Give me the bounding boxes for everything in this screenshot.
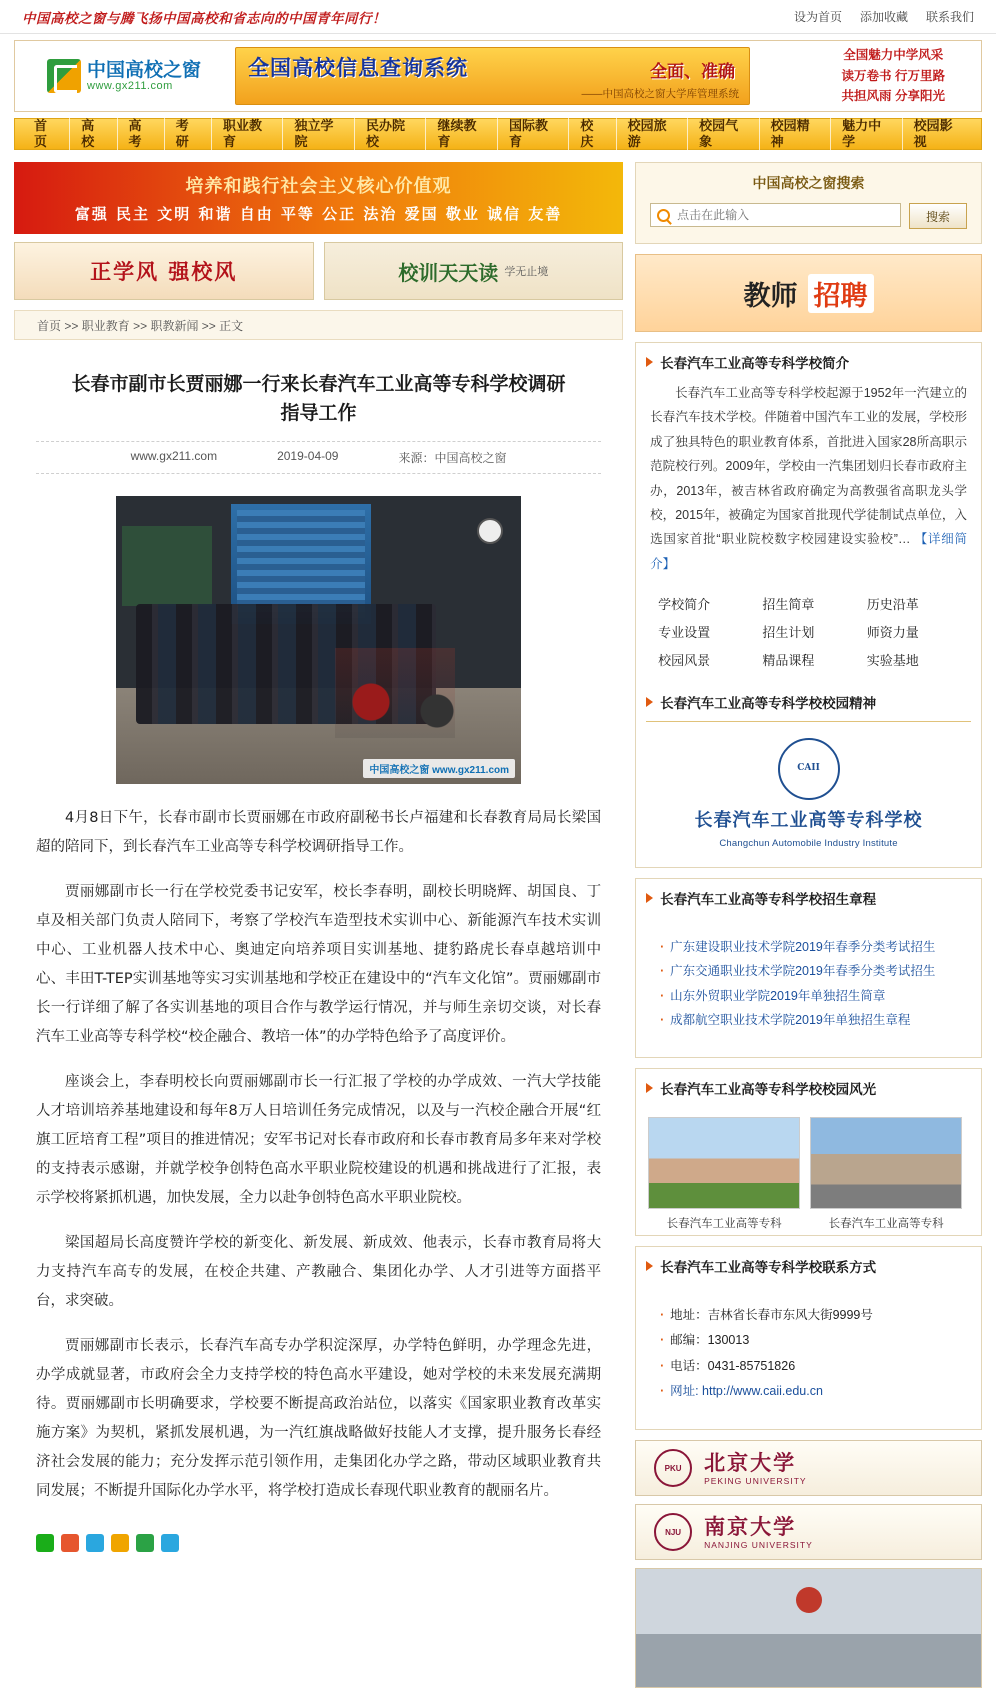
site-logo[interactable] xyxy=(25,59,235,93)
core-values-line2: 富强 民主 文明 和谐 自由 平等 公正 法治 爱国 敬业 诚信 友善 xyxy=(74,205,563,223)
header-slogan-1: 全国魅力中学风采 xyxy=(843,48,944,63)
sina-weibo-share-icon[interactable] xyxy=(61,1534,79,1552)
contact-panel xyxy=(635,1246,982,1431)
top-bar xyxy=(0,0,996,34)
article-photo xyxy=(116,496,521,784)
school-seal-icon: CAII xyxy=(778,738,840,800)
page-title: 长春市副市长贾丽娜一行来长春汽车工业高等专科学校调研指导工作 xyxy=(71,373,566,424)
nav-item-campus-weather[interactable]: 校园气象 xyxy=(688,118,759,150)
article-paragraph: 4月8日下午，长春市副市长贾丽娜在市政府副秘书长卢福建和长春教育局局长梁国超的陪同下，到长春汽车工业高等专科学校调研指导工作。 xyxy=(36,810,602,855)
gallery-caption: 长春汽车工业高等专科 xyxy=(666,1217,782,1230)
nav-item-vocational[interactable]: 职业教育 xyxy=(212,118,283,150)
article-site: www.gx211.com xyxy=(130,449,218,463)
peking-university-name-en: PEKING UNIVERSITY xyxy=(704,1475,807,1486)
arrow-icon xyxy=(646,697,653,707)
ad-word-teacher: 教师 xyxy=(743,280,798,312)
photo-vehicle xyxy=(335,648,455,738)
nav-item-international[interactable]: 国际教育 xyxy=(498,118,569,150)
more-share-icon[interactable] xyxy=(161,1534,179,1552)
content-area xyxy=(14,162,982,1688)
article-body xyxy=(36,804,601,1506)
photo-watermark: 中国高校之窗 www.gx211.com xyxy=(363,759,515,778)
admissions-link[interactable]: 山东外贸职业学院2019年单独招生简章 xyxy=(670,988,886,1003)
main-navigation xyxy=(14,118,982,150)
school-logo-block xyxy=(636,722,981,867)
list-item[interactable] xyxy=(658,1379,971,1405)
list-item[interactable] xyxy=(658,935,971,959)
peking-university-seal-icon: PKU xyxy=(654,1449,692,1487)
nav-item-charming-middle-school[interactable]: 魅力中学 xyxy=(831,118,902,150)
search-button[interactable]: 搜索 xyxy=(909,203,967,229)
main-column xyxy=(14,162,623,1688)
school-intro-panel xyxy=(635,342,982,868)
nav-item-colleges[interactable]: 高校 xyxy=(70,118,117,150)
link-quality-courses[interactable]: 精品课程 xyxy=(762,653,815,668)
article-paragraph: 梁国超局长高度赞许学校的新变化、新发展、新成效、他表示，长春市教育局将大力支持汽车高专的发展，在校企共建、产教融合、集团化办学、人才引进等方面搭平台，求突破。 xyxy=(36,1235,602,1309)
motto-subtitle: 学无止境 xyxy=(504,266,549,278)
article-meta xyxy=(36,441,601,474)
breadcrumb-home[interactable]: 首页 xyxy=(37,319,62,333)
nanjing-university-seal-icon: NJU xyxy=(654,1513,692,1551)
nav-item-postgraduate[interactable]: 考研 xyxy=(165,118,212,150)
school-name-en: Changchun Automobile Industry Institute xyxy=(719,838,898,849)
study-style-text: 正学风 强校风 xyxy=(90,259,238,284)
list-item: · 地址：吉林省长春市东风大街9999号 xyxy=(658,1303,971,1329)
contact-heading xyxy=(636,1247,981,1285)
link-campus-scenery[interactable]: 校园风景 xyxy=(658,653,711,668)
bottom-ad-photo[interactable] xyxy=(635,1568,982,1688)
campus-spirit-heading xyxy=(636,683,981,721)
sidebar xyxy=(635,162,982,1688)
campus-photo-2[interactable] xyxy=(810,1117,962,1209)
article-date: 2019-04-09 xyxy=(277,449,339,463)
breadcrumb-sep-1: >> xyxy=(64,319,82,333)
list-item[interactable] xyxy=(658,959,971,983)
article-source: 来源：中国高校之窗 xyxy=(398,451,507,465)
header-slogans xyxy=(842,45,971,107)
set-homepage-link[interactable]: 设为首页 xyxy=(793,10,842,24)
admissions-panel xyxy=(635,878,982,1058)
motto-banner[interactable] xyxy=(324,242,624,300)
photo-board xyxy=(122,526,212,606)
nav-item-gaokao[interactable]: 高考 xyxy=(118,118,165,150)
list-item: · 电话：0431-85751826 xyxy=(658,1354,971,1380)
gallery-caption: 长春汽车工业高等专科 xyxy=(828,1217,944,1230)
teacher-recruitment-ad[interactable] xyxy=(635,254,982,332)
search-icon xyxy=(657,209,670,222)
contact-heading-text: 长春汽车工业高等专科学校联系方式 xyxy=(660,1259,877,1275)
campus-spirit-heading-text: 长春汽车工业高等专科学校校园精神 xyxy=(660,696,877,711)
breadcrumb-current: 正文 xyxy=(219,319,244,333)
list-item: · 邮编：130013 xyxy=(658,1328,971,1354)
nav-item-private[interactable]: 民办院校 xyxy=(355,118,426,150)
contact-list xyxy=(636,1297,981,1418)
school-intro-more-link[interactable]: 【详细简介】 xyxy=(650,532,967,571)
school-intro-text xyxy=(636,381,981,588)
school-name-cn: 长春汽车工业高等专科学校 xyxy=(694,810,923,831)
qzone-share-icon[interactable] xyxy=(86,1534,104,1552)
nav-item-anniversary[interactable]: 校庆 xyxy=(569,118,616,150)
header-slogan-3: 共担风雨 分享阳光 xyxy=(841,89,945,104)
nanjing-university-ad[interactable] xyxy=(635,1504,982,1560)
admissions-heading xyxy=(636,879,981,917)
core-values-line1: 培养和践行社会主义核心价值观 xyxy=(185,176,452,197)
school-link-grid xyxy=(636,588,981,683)
search-row xyxy=(650,203,967,229)
school-website-link[interactable]: 网址: http://www.caii.edu.cn xyxy=(670,1384,823,1399)
nav-item-campus-spirit[interactable]: 校园精神 xyxy=(760,118,831,150)
header-banner-subtitle: ——中国高校之窗大学库管理系统 xyxy=(581,87,739,100)
breadcrumb-vocational-news[interactable]: 职教新闻 xyxy=(150,319,199,333)
header-banner-tag: 全面、准确 xyxy=(650,62,735,82)
campus-photo-1[interactable] xyxy=(648,1117,800,1209)
gallery-item[interactable] xyxy=(810,1117,962,1231)
contact-us-link[interactable]: 联系我们 xyxy=(925,10,974,24)
school-intro-heading xyxy=(636,343,981,381)
motto-title: 校训天天读 xyxy=(398,260,499,285)
arrow-icon xyxy=(646,357,653,367)
arrow-icon xyxy=(646,1083,653,1093)
peking-university-name-cn: 北京大学 xyxy=(704,1450,797,1476)
campus-scenery-heading xyxy=(636,1069,981,1107)
link-lab-base[interactable]: 实验基地 xyxy=(866,653,919,668)
sub-banner-row xyxy=(14,242,623,300)
nanjing-university-name xyxy=(704,1514,813,1549)
nanjing-university-name-cn: 南京大学 xyxy=(704,1514,797,1540)
article-paragraph: 贾丽娜副市长表示，长春汽车高专办学积淀深厚，办学特色鲜明，办学理念先进，办学成就显著，市政府会全力支持学校的特色高水平建设，她对学校的未来发展充满期待。贾丽娜副市长明确要求，学校要不断提高政治站位，以落实《国家职业教育改革实施方案》为契机，紧抓发展机遇，为一汽红旗战略做好技能人才支撑，提升服务长春经济社会发展的能力；充分发挥示范引领作用，走集团化办学之路，带动区域职业教育共同发展；不断提升国际化办学水平，将学校打造成长春现代职业教育的靓丽名片。 xyxy=(36,1338,602,1499)
link-faculty[interactable]: 师资力量 xyxy=(866,625,919,640)
search-panel xyxy=(635,162,982,244)
gallery-item[interactable] xyxy=(648,1117,800,1231)
admissions-link[interactable]: 广东建设职业技术学院2019年春季分类考试招生 xyxy=(670,940,936,954)
link-enrollment-plan[interactable]: 招生计划 xyxy=(762,625,815,640)
nanjing-university-name-en: NANJING UNIVERSITY xyxy=(704,1539,813,1550)
school-intro-body: 长春汽车工业高等专科学校起源于1952年一汽建立的长春汽车技术学校。伴随着中国汽车工业的发展，学校形成了独具特色的职业教育体系，首批进入国家28所高职示范院校行列。2009年，学校由一汽集团划归长春市政府主办，2013年，被吉林省政府确定为高教强省高职龙头学校，2015年，被确定为国家首批现代学徒制试点单位，入选国家首批“职业院校数字校园建设实验校”… xyxy=(650,386,967,547)
link-admissions-brochure[interactable]: 招生简章 xyxy=(762,597,815,612)
header-banner-title: 全国高校信息查询系统 xyxy=(248,54,468,80)
list-item[interactable] xyxy=(658,984,971,1008)
study-style-banner[interactable] xyxy=(14,242,314,300)
admissions-link[interactable]: 成都航空职业技术学院2019年单独招生章程 xyxy=(670,1013,911,1028)
photo-clock xyxy=(477,518,503,544)
tencent-weibo-share-icon[interactable] xyxy=(136,1534,154,1552)
admissions-heading-text: 长春汽车工业高等专科学校招生章程 xyxy=(660,892,877,907)
breadcrumb xyxy=(14,310,623,340)
header-slogan-2: 读万卷书 行万里路 xyxy=(841,68,945,83)
site-header xyxy=(14,40,982,112)
nav-item-home[interactable]: 首页 xyxy=(23,118,70,150)
arrow-icon xyxy=(646,893,653,903)
wechat-share-icon[interactable] xyxy=(36,1534,54,1552)
renren-share-icon[interactable] xyxy=(111,1534,129,1552)
core-values-banner[interactable] xyxy=(14,162,623,234)
admissions-link[interactable]: 广东交通职业技术学院2019年春季分类考试招生 xyxy=(670,964,936,979)
school-intro-heading-text: 长春汽车工业高等专科学校简介 xyxy=(660,356,850,371)
nav-item-campus-video[interactable]: 校园影视 xyxy=(913,118,953,149)
link-history[interactable]: 历史沿革 xyxy=(866,597,919,612)
logo-icon xyxy=(47,59,81,93)
campus-scenery-heading-text: 长春汽车工业高等专科学校校园风光 xyxy=(660,1081,877,1097)
search-input-wrapper[interactable] xyxy=(650,203,901,227)
link-school-intro[interactable]: 学校简介 xyxy=(658,597,711,612)
breadcrumb-vocational[interactable]: 职业教育 xyxy=(81,319,130,333)
top-links xyxy=(794,8,974,25)
article-paragraph: 贾丽娜副市长一行在学校党委书记安军，校长李春明，副校长明晓辉、胡国良、丁卓及相关部门负责人陪同下，考察了学校汽车造型技术实训中心、新能源汽车技术实训中心、工业机器人技术中心、奥迪定向培养项目实训基地、捷豹路虎长春卓越培训中心、丰田T-TEP实训基地等实习实训基地和学校正在建设中的“汽车文化馆”。贾丽娜副市长一行详细了解了各实训基地的项目合作与教学运行情况，并与师生亲切交谈，对长春汽车工业高等专科学校“校企融合、教培一体”的办学特色给予了高度评价。 xyxy=(36,884,602,1045)
search-input[interactable] xyxy=(675,207,894,223)
arrow-icon xyxy=(646,1261,653,1271)
list-item[interactable] xyxy=(658,1008,971,1032)
campus-scenery-panel xyxy=(635,1068,982,1236)
breadcrumb-sep-2: >> xyxy=(133,319,151,333)
share-bar xyxy=(14,1522,623,1572)
add-favorite-link[interactable]: 添加收藏 xyxy=(859,10,908,24)
ad-word-recruit: 招聘 xyxy=(808,274,874,313)
search-title: 中国高校之窗搜索 xyxy=(752,175,865,191)
logo-title: 中国高校之窗 xyxy=(87,58,202,81)
link-majors[interactable]: 专业设置 xyxy=(658,625,711,640)
peking-university-ad[interactable] xyxy=(635,1440,982,1496)
nav-item-continuing[interactable]: 继续教育 xyxy=(426,118,497,150)
article xyxy=(14,340,623,1506)
article-paragraph: 座谈会上，李春明校长向贾丽娜副市长一行汇报了学校的办学成效、一汽大学技能人才培训培养基地建设和每年8万人日培训任务完成情况，以及与一汽校企融合开展“红旗工匠培育工程”项目的推进情况；安军书记对长春市政府和长春市教育局多年来对学校的支持表示感谢，并就学校争创特色高水平职业院校建设的机遇和挑战进行了汇报，表示学校将紧抓机遇，加快发展，全力以赴争创特色高水平职业院校。 xyxy=(36,1074,602,1206)
campus-gallery xyxy=(636,1107,981,1235)
nav-item-independent[interactable]: 独立学院 xyxy=(283,118,354,150)
peking-university-name xyxy=(704,1450,807,1485)
top-slogan: 中国高校之窗与腾飞扬中国高校和省志向的中国青年同行！ xyxy=(22,10,386,27)
nav-item-campus-tour[interactable]: 校园旅游 xyxy=(617,118,688,150)
header-banner[interactable] xyxy=(235,47,750,105)
logo-text xyxy=(87,60,201,93)
breadcrumb-sep-3: >> xyxy=(201,319,220,333)
admissions-list xyxy=(636,929,981,1045)
logo-subtitle: www.gx211.com xyxy=(87,80,173,93)
